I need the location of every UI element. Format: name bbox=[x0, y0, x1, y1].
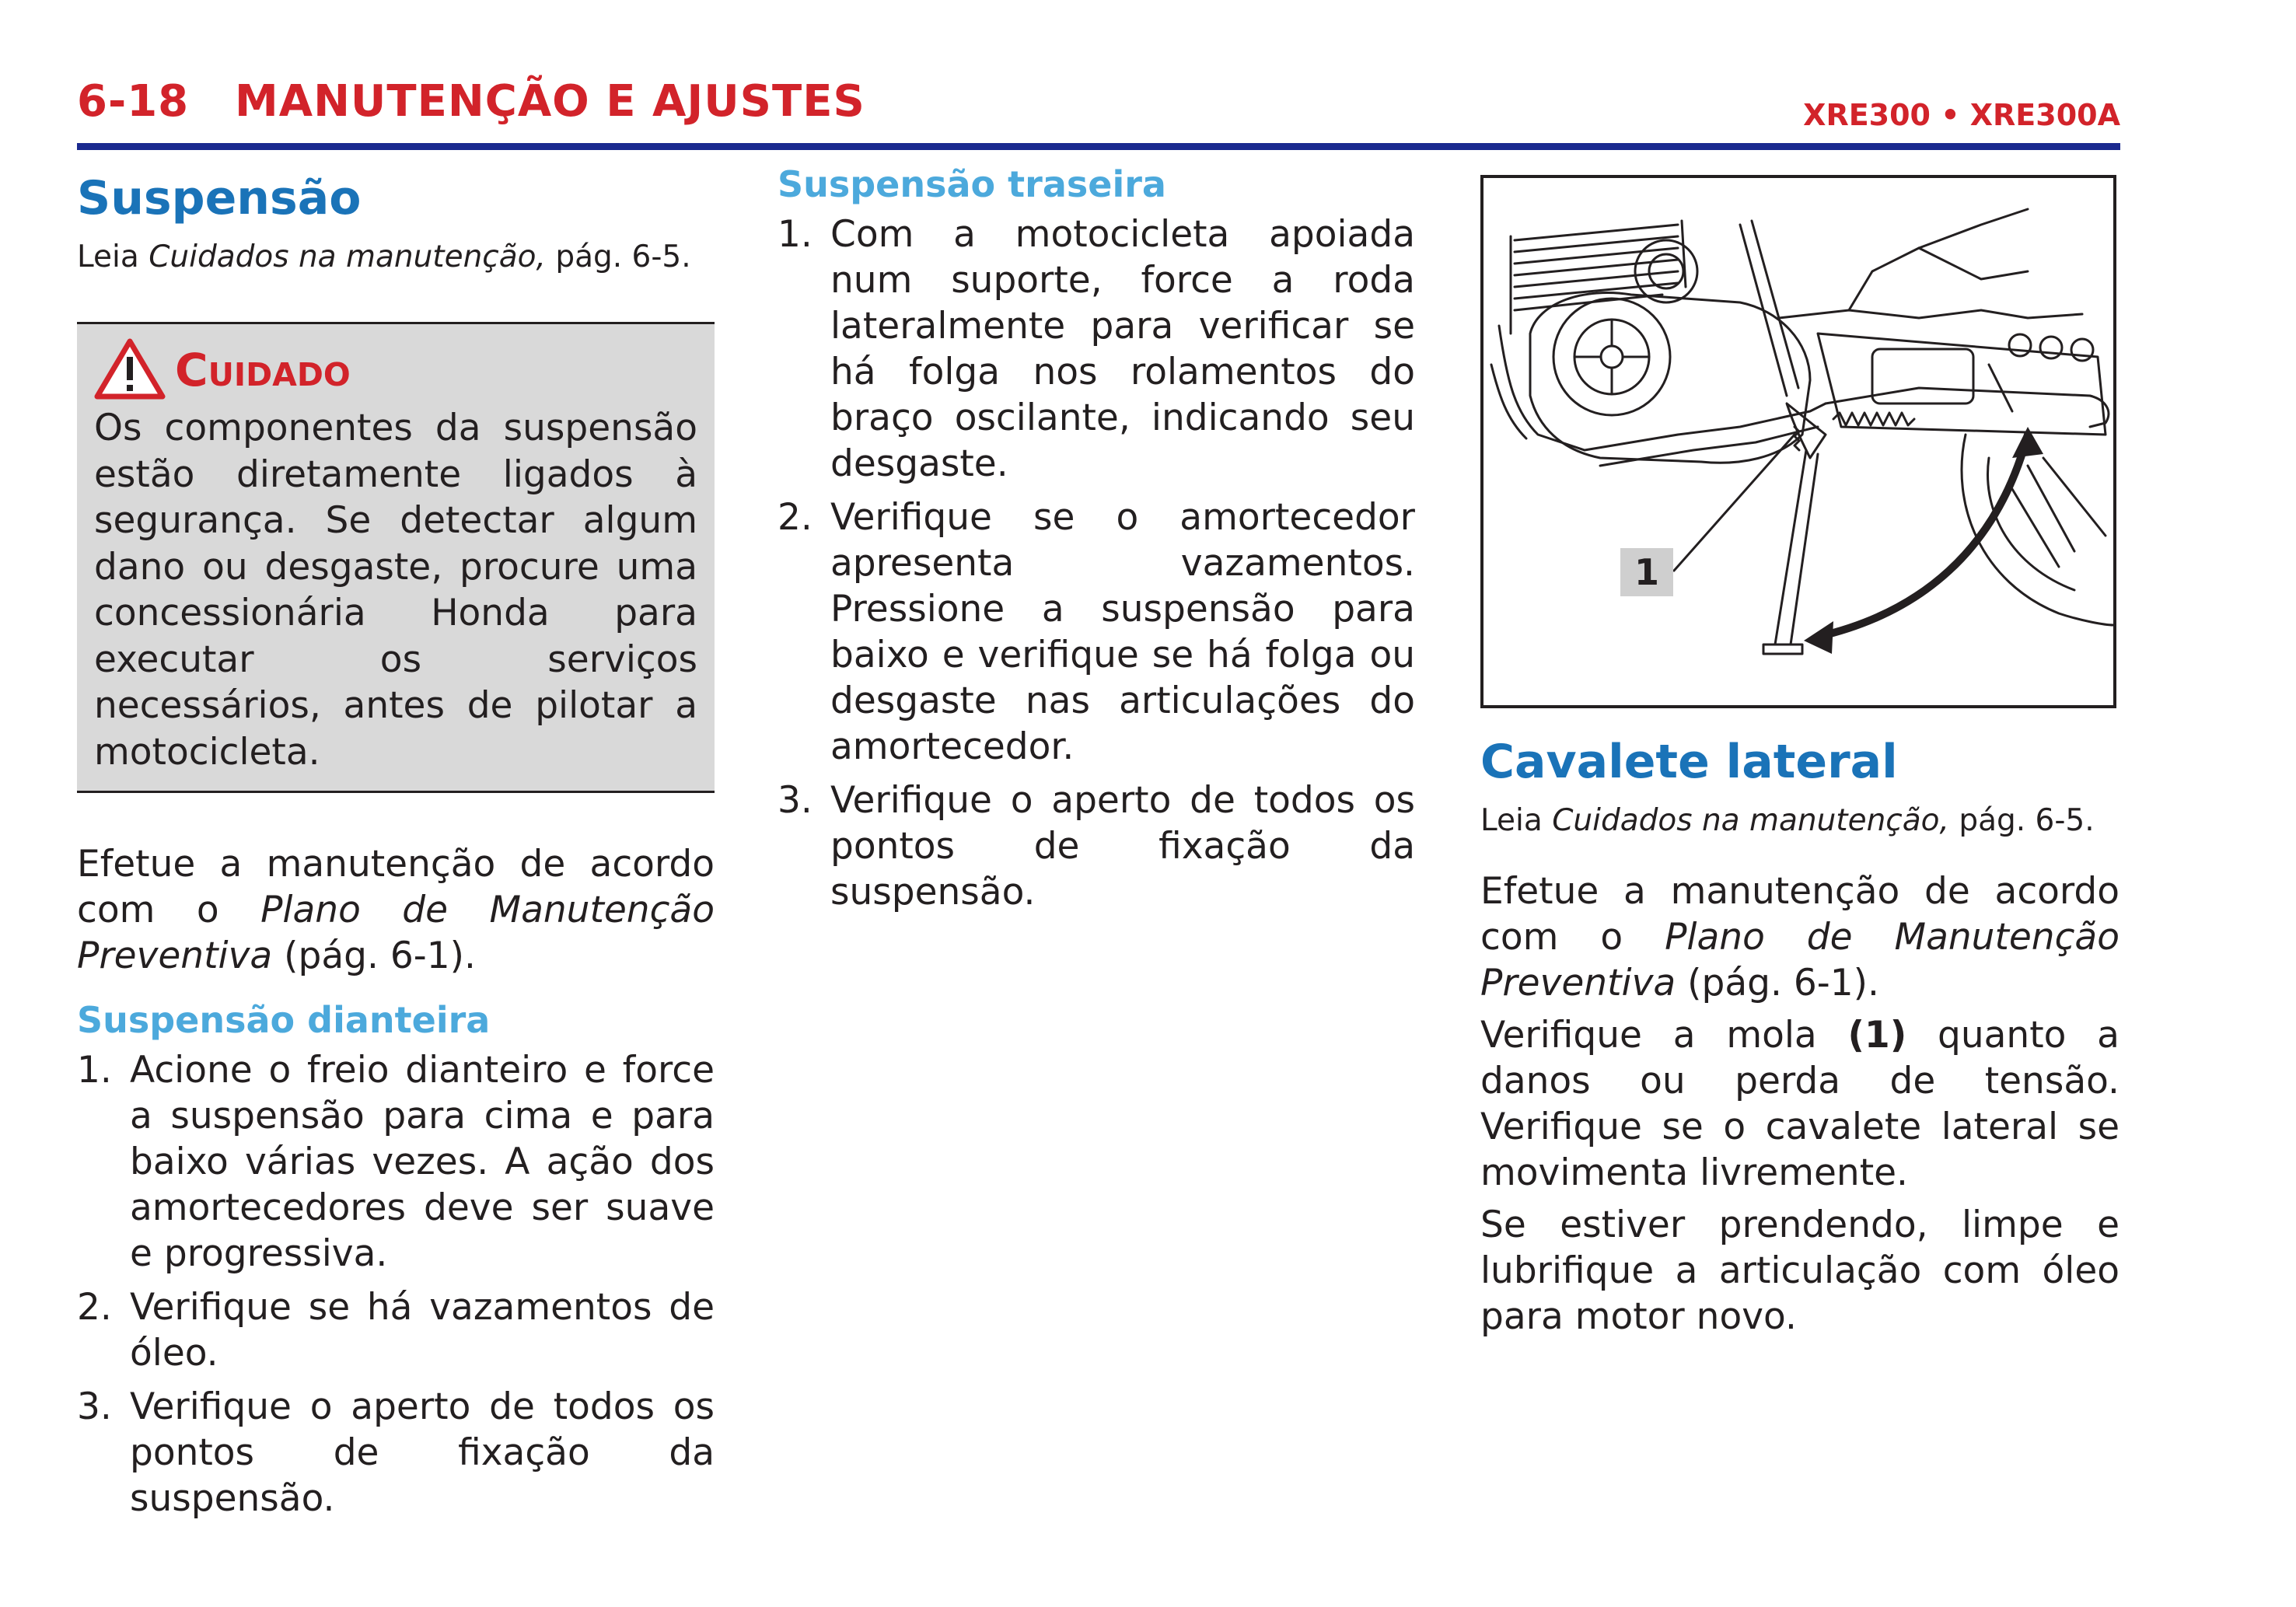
step-number: 2. bbox=[778, 496, 813, 539]
caution-header bbox=[94, 335, 697, 405]
subsection-heading-dianteira: Suspensão dianteira bbox=[77, 999, 491, 1041]
warning-triangle-icon bbox=[94, 337, 166, 403]
section-heading-cavalete: Cavalete lateral bbox=[1480, 735, 1898, 789]
column-right bbox=[1480, 163, 2120, 1340]
step-number: 1. bbox=[77, 1049, 112, 1092]
caution-text: Os componentes da suspensão estão diretamente ligados à segurança. Se detectar algum dano ou desgaste, procure uma concessionária Honda para executar os serviços necessários, antes de pilotar a motocicleta. bbox=[94, 407, 697, 774]
cavalete-intro: Efetue a manutenção de acordo com o Plano de Manutenção Preventiva (pág. 6-1). bbox=[1480, 870, 2120, 1004]
column-left bbox=[77, 163, 715, 1529]
step-text: Verifique o aperto de todos os pontos de fixação da suspensão. bbox=[830, 779, 1415, 914]
cavalete-mola-text: Verifique a mola (1) quanto a danos ou perda de tensão. Verifique se o cavalete lateral se movimenta livremente. bbox=[1480, 1014, 2120, 1194]
motorcycle-side-stand-drawing bbox=[1483, 178, 2113, 705]
cavalete-reference-line: Leia Cuidados na manutenção, pág. 6-5. bbox=[1480, 803, 2095, 838]
step-number: 3. bbox=[77, 1385, 112, 1428]
step-item bbox=[77, 1284, 715, 1376]
traseira-steps bbox=[778, 211, 1415, 915]
step-item bbox=[778, 777, 1415, 915]
caution-title: Cuidado bbox=[175, 344, 351, 397]
column-middle bbox=[778, 163, 1415, 923]
page-number: 6-18 bbox=[77, 76, 190, 127]
suspensao-intro: Efetue a manutenção de acordo com o Plano de Manutenção Preventiva (pág. 6-1). bbox=[77, 843, 715, 977]
step-item bbox=[77, 1047, 715, 1277]
reference-line: Leia Cuidados na manutenção, pág. 6-5. bbox=[77, 239, 691, 274]
dianteira-steps bbox=[77, 1047, 715, 1521]
step-item bbox=[77, 1384, 715, 1521]
step-item bbox=[778, 494, 1415, 770]
step-number: 3. bbox=[778, 779, 813, 822]
step-text: Com a motocicleta apoiada num suporte, force a roda lateralmente para verificar se há folga nos rolamentos do braço oscilante, indicando seu desgaste. bbox=[830, 213, 1415, 485]
step-text: Acione o freio dianteiro e force a suspensão para cima e para baixo várias vezes. A ação dos amortecedores deve ser suave e progressiva. bbox=[130, 1049, 715, 1275]
step-text: Verifique se há vazamentos de óleo. bbox=[130, 1286, 715, 1375]
side-stand-illustration bbox=[1480, 175, 2116, 708]
cavalete-lubrificar-text: Se estiver prendendo, limpe e lubrifique a articulação com óleo para motor novo. bbox=[1480, 1204, 2120, 1338]
figure-callout-label: 1 bbox=[1620, 548, 1673, 596]
header-rule bbox=[77, 143, 2120, 150]
caution-box bbox=[77, 322, 715, 793]
step-number: 2. bbox=[77, 1286, 112, 1329]
section-heading-suspensao: Suspensão bbox=[77, 171, 362, 225]
step-item bbox=[778, 211, 1415, 487]
chapter-title: MANUTENÇÃO E AJUSTES bbox=[235, 76, 865, 127]
step-text: Verifique se o amortecedor apresenta vazamentos. Pressione a suspensão para baixo e verifique se há folga ou desgaste nas articulações do amortecedor. bbox=[830, 496, 1415, 768]
model-names: XRE300 • XRE300A bbox=[1803, 98, 2120, 132]
step-number: 1. bbox=[778, 213, 813, 256]
step-text: Verifique o aperto de todos os pontos de fixação da suspensão. bbox=[130, 1385, 715, 1520]
subsection-heading-traseira: Suspensão traseira bbox=[778, 163, 1166, 205]
